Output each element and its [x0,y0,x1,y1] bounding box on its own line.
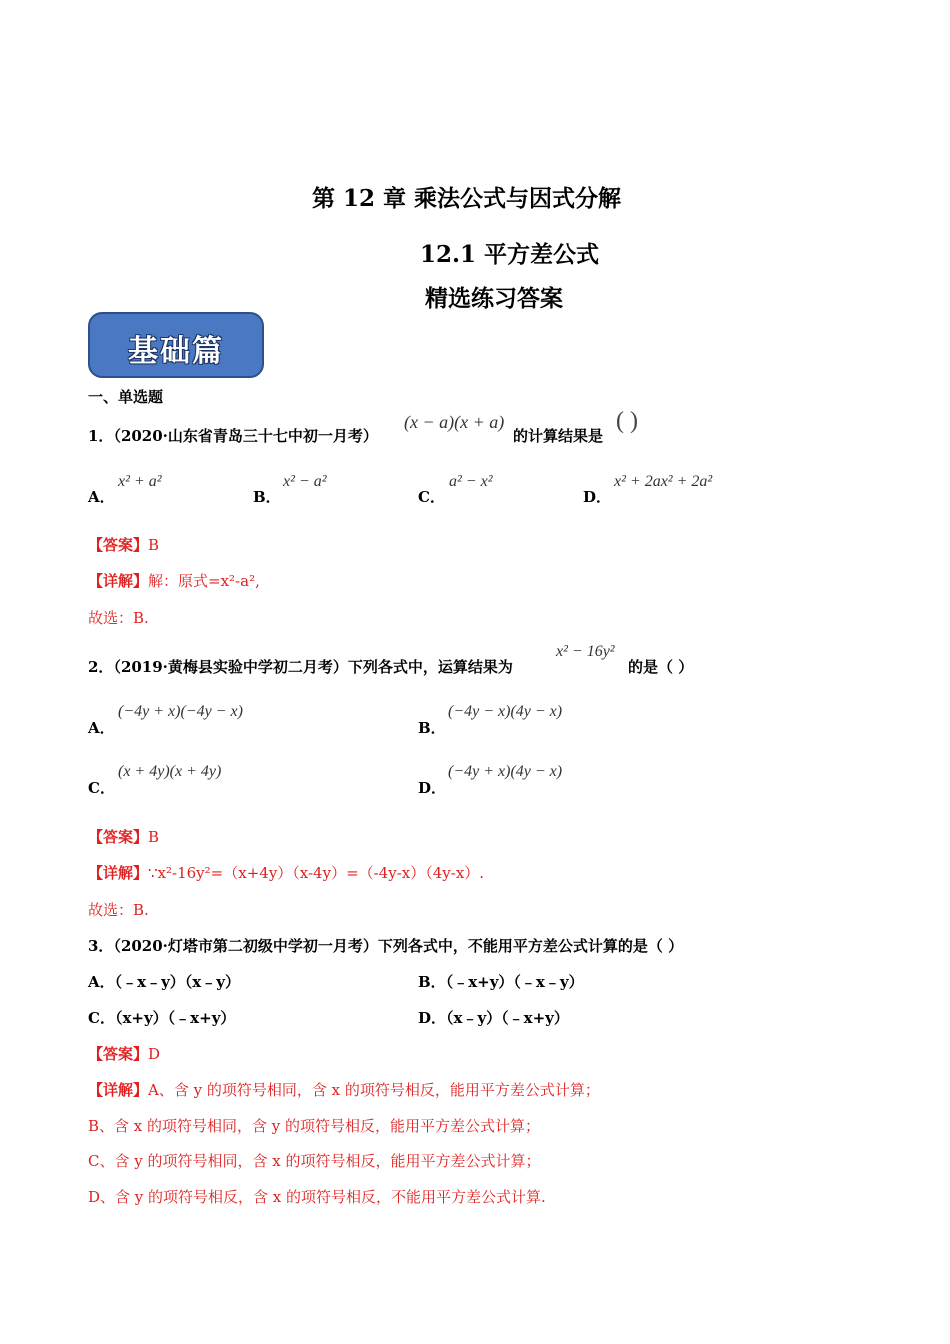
q1-option-a-label: A． [88,488,115,506]
q2-option-d-expr: (−4y + x)(4y − x) [448,763,563,780]
question-1-blank: ( ) [616,408,638,434]
question-1-source: （2020·山东省青岛三十七中初一月考） [113,427,378,445]
q2-option-b-label: B． [418,719,446,737]
q3-option-c-label: C． [88,1009,115,1027]
q1-option-d-expr: x² + 2ax² + 2a² [614,473,713,490]
q2-detail-text: ∵x²-16y²=（x+4y）（x-4y）=（-4y-x）（4y-x）. [148,864,485,882]
question-1 [88,425,378,446]
chapter-title: 第 12 章 乘法公式与因式分解 [312,185,622,212]
q3-detail-line-4: D、含 y 的项符号相反，含 x 的项符号相反，不能用平方差公式计算. [88,1188,546,1206]
q3-option-b [418,971,584,992]
q3-option-c [88,1007,235,1028]
question-2-expr: x² − 16y² [556,643,615,660]
q2-answer-tag: 【答案】 [88,828,149,846]
q1-detail-tag: 【详解】 [88,572,149,590]
q3-detail [88,1079,600,1100]
q3-option-b-expr: （﹣x+y）（﹣x﹣y） [445,973,584,991]
q3-answer-value: D [148,1045,161,1063]
q1-option-b-label: B． [253,488,281,506]
q3-option-b-label: B． [418,973,446,991]
q2-option-c-expr: (x + 4y)(x + 4y) [118,763,222,780]
q2-option-b-expr: (−4y − x)(4y − x) [448,703,563,720]
q3-answer [88,1043,160,1064]
question-1-expr: (x − a)(x + a) [404,412,505,432]
question-1-text: 的计算结果是 [513,427,604,445]
q3-option-a-expr: （﹣x﹣y）（x﹣y） [114,973,240,991]
level-badge-label: 基础篇 [128,334,224,369]
q1-conclusion: 故选：B. [88,609,149,627]
q1-option-c-label: C． [418,488,445,506]
q1-answer-tag: 【答案】 [88,536,149,554]
q3-option-d-label: D． [418,1009,447,1027]
q1-option-d-label: D． [583,488,612,506]
q1-detail [88,570,260,591]
q3-option-d-expr: （x﹣y）（﹣x+y） [446,1009,569,1027]
q2-option-a-expr: (−4y + x)(−4y − x) [118,703,243,720]
level-badge [88,312,264,378]
q3-option-a-label: A． [88,973,115,991]
q3-detail-line-3: C、含 y 的项符号相同，含 x 的项符号相反，能用平方差公式计算； [88,1152,541,1170]
q3-detail-line-2: B、含 x 的项符号相同，含 y 的项符号相反，能用平方差公式计算； [88,1117,541,1135]
q2-option-a-label: A． [88,719,115,737]
question-2-number: 2． [88,658,114,676]
question-2 [88,656,513,677]
q2-detail [88,862,484,883]
section-title: 12.1 平方差公式 [420,241,600,268]
q3-option-a [88,971,240,992]
q1-option-b-expr: x² − a² [283,473,327,490]
question-3-source: （2020·灯塔市第二初级中学初一月考）下列各式中，不能用平方差公式计算的是（ ） [113,937,684,955]
q1-option-a-expr: x² + a² [118,473,162,490]
q3-answer-tag: 【答案】 [88,1045,149,1063]
q1-answer [88,534,159,555]
q1-detail-text: 解：原式=x²-a², [148,572,260,590]
q2-answer-value: B [148,828,160,846]
sub-title: 精选练习答案 [425,285,563,312]
q3-option-c-expr: （x+y）（﹣x+y） [114,1009,236,1027]
question-3-number: 3． [88,937,114,955]
q3-detail-line-1: A、含 y 的项符号相同，含 x 的项符号相反，能用平方差公式计算； [148,1081,600,1099]
question-3 [88,935,683,956]
q2-option-d-label: D． [418,779,447,797]
q2-answer [88,826,159,847]
q3-option-d [418,1007,569,1028]
section-label: 一、单选题 [88,388,164,406]
q1-option-c-expr: a² − x² [449,473,493,490]
question-2-text: 的是（ ） [628,658,694,676]
q3-detail-tag: 【详解】 [88,1081,149,1099]
q2-detail-tag: 【详解】 [88,864,149,882]
q2-option-c-label: C． [88,779,115,797]
q1-answer-value: B [148,536,160,554]
question-1-number: 1． [88,427,114,445]
question-2-source: （2019·黄梅县实验中学初二月考）下列各式中，运算结果为 [113,658,513,676]
q2-conclusion: 故选：B. [88,901,149,919]
